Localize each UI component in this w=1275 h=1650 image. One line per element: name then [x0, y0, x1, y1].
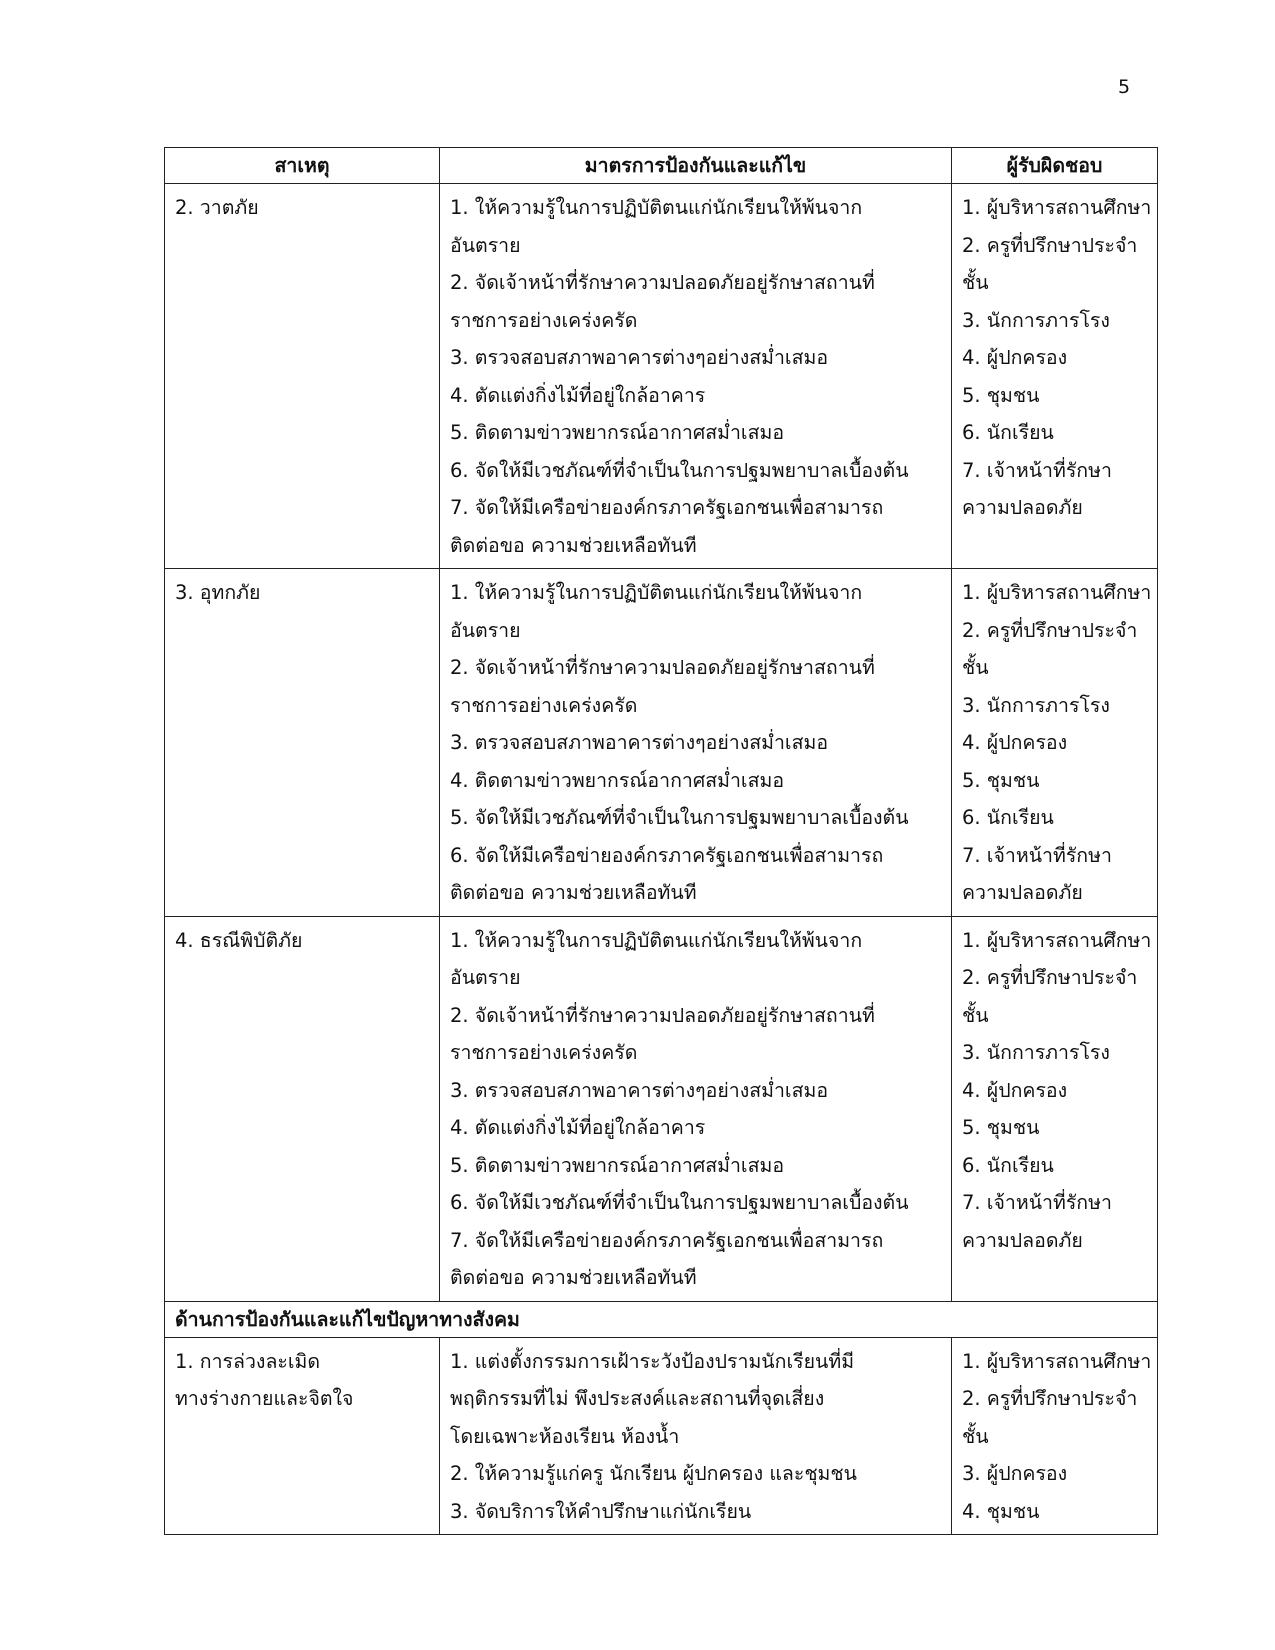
responsible-line: 6. นักเรียน — [962, 1153, 1054, 1177]
measure-line: อันตราย — [450, 233, 521, 257]
header-cause: สาเหตุ — [165, 148, 440, 184]
measure-line: 2. จัดเจ้าหน้าที่รักษาความปลอดภัยอยู่รักษาสถานที่ — [450, 271, 875, 294]
responsible-line: ชั้น — [962, 656, 989, 679]
table-row — [165, 1337, 1158, 1535]
responsible-line: 5. ชุมชน — [962, 1116, 1040, 1139]
cause-line: ทางร่างกายและจิตใจ — [175, 1387, 354, 1410]
measures-cell — [440, 184, 952, 569]
responsible-line: 4. ชุมชน — [962, 1499, 1040, 1523]
measure-line: ราชการอย่างเคร่งครัด — [450, 308, 638, 332]
measure-line: 1. แต่งตั้งกรรมการเฝ้าระวังป้องปรามนักเรียนที่มี — [450, 1349, 855, 1373]
header-measures: มาตรการป้องกันและแก้ไข — [440, 148, 952, 184]
measures-cell — [440, 916, 952, 1301]
cause-cell — [165, 1337, 440, 1535]
cause-cell — [165, 184, 440, 569]
measure-line: 2. ให้ความรู้แก่ครู นักเรียน ผู้ปกครอง และชุมชน — [450, 1462, 857, 1485]
measure-line: 3. จัดบริการให้คำปรึกษาแก่นักเรียน — [450, 1499, 752, 1523]
measure-line: 2. จัดเจ้าหน้าที่รักษาความปลอดภัยอยู่รักษาสถานที่ — [450, 656, 875, 679]
measures-cell — [440, 1337, 952, 1535]
header-responsible: ผู้รับผิดชอบ — [952, 148, 1158, 184]
responsible-cell — [952, 569, 1158, 917]
table-row — [165, 916, 1158, 1301]
responsible-line: 7. เจ้าหน้าที่รักษา — [962, 458, 1112, 482]
responsible-line: 1. ผู้บริหารสถานศึกษา — [962, 928, 1152, 952]
page-number: 5 — [1118, 76, 1131, 98]
responsible-line: ความปลอดภัย — [962, 881, 1083, 904]
responsible-cell — [952, 184, 1158, 569]
measure-line: อันตราย — [450, 618, 521, 642]
responsible-line: 4. ผู้ปกครอง — [962, 346, 1068, 369]
section-heading-row — [165, 1301, 1158, 1337]
measure-line: 5. ติดตามข่าวพยากรณ์อากาศสม่ำเสมอ — [450, 421, 785, 444]
responsible-line: 3. นักการภารโรง — [962, 1041, 1110, 1064]
measure-line: ราชการอย่างเคร่งครัด — [450, 693, 638, 717]
responsible-line: 4. ผู้ปกครอง — [962, 1078, 1068, 1102]
responsible-line: 4. ผู้ปกครอง — [962, 731, 1068, 754]
section-heading: ด้านการป้องกันและแก้ไขปัญหาทางสังคม — [165, 1301, 1158, 1337]
responsible-line: 5. ชุมชน — [962, 383, 1040, 407]
cause-line: 4. ธรณีพิบัติภัย — [175, 928, 303, 952]
measure-line: 7. จัดให้มีเครือข่ายองค์กรภาครัฐเอกชนเพื่อสามารถ — [450, 496, 884, 519]
responsible-line: 2. ครูที่ปรึกษาประจำ — [962, 1387, 1138, 1410]
responsible-line: 1. ผู้บริหารสถานศึกษา — [962, 196, 1152, 219]
responsible-line: 7. เจ้าหน้าที่รักษา — [962, 1191, 1112, 1214]
table-header-row — [165, 148, 1158, 184]
cause-line: 1. การล่วงละเมิด — [175, 1349, 321, 1373]
measure-line: 3. ตรวจสอบสภาพอาคารต่างๆอย่างสม่ำเสมอ — [450, 1078, 829, 1102]
cause-cell — [165, 916, 440, 1301]
responsible-line: 7. เจ้าหน้าที่รักษา — [962, 843, 1112, 867]
responsible-line: 1. ผู้บริหารสถานศึกษา — [962, 1349, 1152, 1373]
measure-line: 6. จัดให้มีเครือข่ายองค์กรภาครัฐเอกชนเพื่อสามารถ — [450, 843, 884, 867]
measure-line: 4. ตัดแต่งกิ่งไม้ที่อยู่ใกล้อาคาร — [450, 383, 706, 407]
table-row — [165, 184, 1158, 569]
measure-line: 1. ให้ความรู้ในการปฏิบัติตนแก่นักเรียนให้พ้นจาก — [450, 581, 863, 604]
responsible-line: 1. ผู้บริหารสถานศึกษา — [962, 581, 1152, 604]
responsible-line: ชั้น — [962, 1424, 989, 1448]
table-row — [165, 569, 1158, 917]
responsible-cell — [952, 1337, 1158, 1535]
measure-line: 7. จัดให้มีเครือข่ายองค์กรภาครัฐเอกชนเพื่อสามารถ — [450, 1228, 884, 1252]
measure-line: ติดต่อขอ ความช่วยเหลือทันที — [450, 881, 697, 904]
responsible-line: 3. นักการภารโรง — [962, 693, 1110, 717]
measure-line: ติดต่อขอ ความช่วยเหลือทันที — [450, 533, 697, 557]
responsible-line: 5. ชุมชน — [962, 768, 1040, 792]
responsible-line: 3. ผู้ปกครอง — [962, 1462, 1068, 1485]
measures-cell — [440, 569, 952, 917]
responsible-line: 2. ครูที่ปรึกษาประจำ — [962, 233, 1138, 257]
responsible-line: 6. นักเรียน — [962, 421, 1054, 444]
measure-line: 1. ให้ความรู้ในการปฏิบัติตนแก่นักเรียนให้พ้นจาก — [450, 928, 863, 952]
cause-cell — [165, 569, 440, 917]
measure-line: 5. จัดให้มีเวชภัณฑ์ที่จำเป็นในการปฐมพยาบาลเบื้องต้น — [450, 806, 909, 829]
measure-line: โดยเฉพาะห้องเรียน ห้องน้ำ — [450, 1424, 680, 1448]
measure-line: 5. ติดตามข่าวพยากรณ์อากาศสม่ำเสมอ — [450, 1153, 785, 1177]
responsible-line: ชั้น — [962, 1003, 989, 1027]
responsible-line: ความปลอดภัย — [962, 1228, 1083, 1252]
measure-line: 4. ตัดแต่งกิ่งไม้ที่อยู่ใกล้อาคาร — [450, 1116, 706, 1139]
cause-line: 2. วาตภัย — [175, 196, 259, 219]
measure-line: พฤติกรรมที่ไม่ พึงประสงค์และสถานที่จุดเสี่ยง — [450, 1387, 825, 1410]
measure-line: 3. ตรวจสอบสภาพอาคารต่างๆอย่างสม่ำเสมอ — [450, 731, 829, 754]
responsible-line: 2. ครูที่ปรึกษาประจำ — [962, 618, 1138, 642]
measure-line: อันตราย — [450, 966, 521, 989]
measure-line: ติดต่อขอ ความช่วยเหลือทันที — [450, 1266, 697, 1289]
measures-table — [164, 147, 1158, 1535]
measure-line: 6. จัดให้มีเวชภัณฑ์ที่จำเป็นในการปฐมพยาบาลเบื้องต้น — [450, 1191, 909, 1214]
responsible-line: ความปลอดภัย — [962, 496, 1083, 519]
responsible-cell — [952, 916, 1158, 1301]
responsible-line: ชั้น — [962, 271, 989, 294]
measure-line: 4. ติดตามข่าวพยากรณ์อากาศสม่ำเสมอ — [450, 768, 785, 792]
measure-line: 1. ให้ความรู้ในการปฏิบัติตนแก่นักเรียนให้พ้นจาก — [450, 196, 863, 219]
responsible-line: 3. นักการภารโรง — [962, 308, 1110, 332]
responsible-line: 6. นักเรียน — [962, 806, 1054, 829]
measure-line: ราชการอย่างเคร่งครัด — [450, 1041, 638, 1064]
measure-line: 3. ตรวจสอบสภาพอาคารต่างๆอย่างสม่ำเสมอ — [450, 346, 829, 369]
responsible-line: 2. ครูที่ปรึกษาประจำ — [962, 966, 1138, 989]
measure-line: 2. จัดเจ้าหน้าที่รักษาความปลอดภัยอยู่รักษาสถานที่ — [450, 1003, 875, 1027]
measure-line: 6. จัดให้มีเวชภัณฑ์ที่จำเป็นในการปฐมพยาบาลเบื้องต้น — [450, 458, 909, 482]
cause-line: 3. อุทกภัย — [175, 581, 261, 604]
